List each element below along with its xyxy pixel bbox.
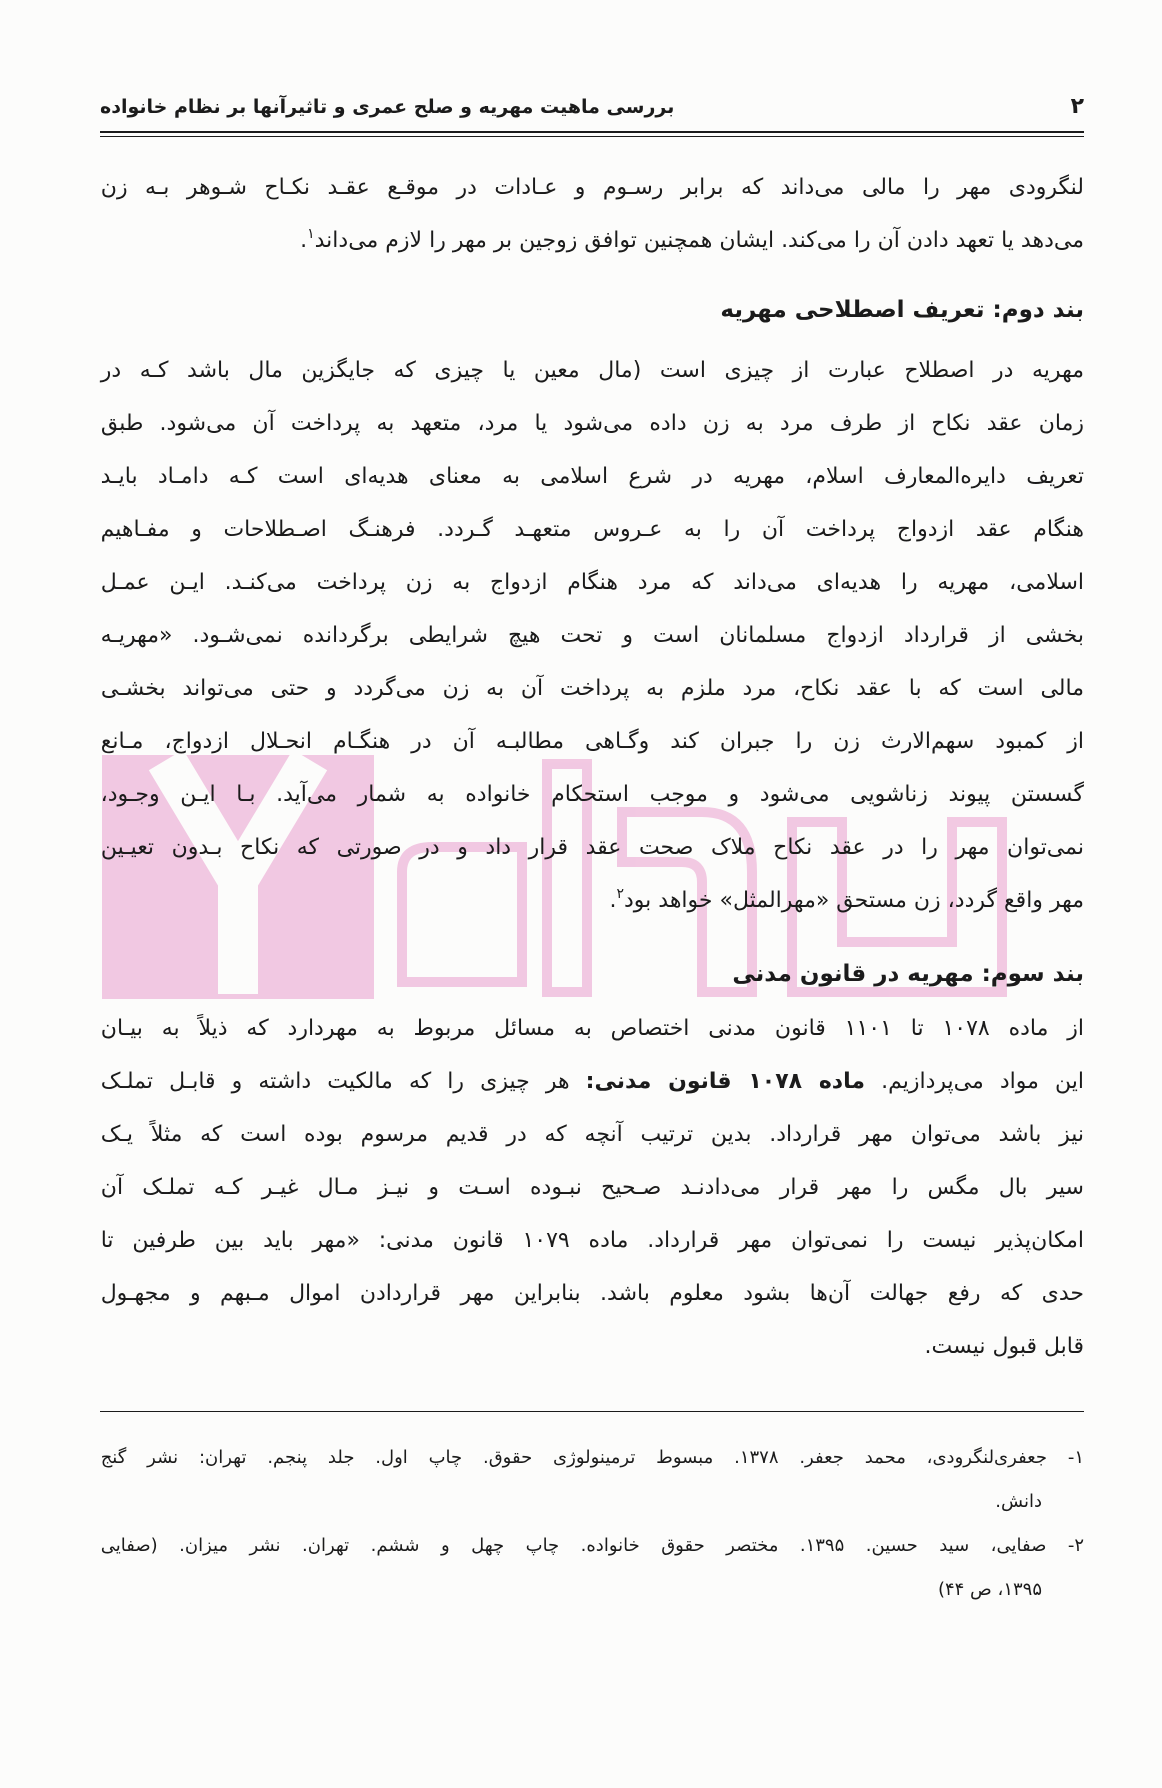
line-text: مهر واقع گردد، زن مستحق «مهرالمثل» خواهد بود — [624, 888, 1084, 913]
paragraph-3 — [100, 1002, 1084, 1373]
paragraph-line: از کمبود سهم‌الارث زن را جبران کند وگـاهی مطالبـه آن در هنگـام انحـلال ازدواج، مـانع — [100, 729, 1084, 754]
footnote-1-continued: دانش. — [995, 1491, 1042, 1512]
footnote-2-continued: ۱۳۹۵، ص ۴۴) — [937, 1579, 1042, 1600]
footnote-ref-2: ۲ — [616, 886, 624, 902]
line-end: . — [609, 888, 617, 913]
section-heading: بند سوم: مهریه در قانون مدنی — [732, 961, 1084, 987]
line-text: هر چیزی را که مالکیت داشته و قابـل تملـک — [100, 1069, 586, 1094]
paragraph-line: امکان‌پذیر نیست را نمی‌توان مهر قرارداد. ماده ۱۰۷۹ قانون مدنی: «مهر باید بین طرفین تا — [100, 1228, 1084, 1253]
paragraph-2 — [100, 344, 1084, 927]
paragraph-line — [100, 1055, 1084, 1108]
running-header — [100, 88, 1084, 126]
paragraph-line: زمان عقد نکاح از طرف مرد به زن داده می‌شود یا مرد، متعهد به پرداخت آن می‌شود. طبق — [100, 411, 1084, 436]
footnote-1: ۱- جعفری‌لنگرودی، محمد جعفر. ۱۳۷۸. مبسوط ترمینولوژی حقوق. چاپ اول. جلد پنجم. تهران: نشر گنج — [100, 1447, 1084, 1468]
footnotes — [100, 1436, 1084, 1612]
footnote-ref-1: ۱ — [307, 226, 315, 242]
paragraph-line: از ماده ۱۰۷۸ تا ۱۱۰۱ قانون مدنی اختصاص به مسائل مربوط به مهردارد که ذیلاً به بیـان — [100, 1016, 1084, 1041]
section-heading-3 — [100, 948, 1084, 1001]
paragraph-line — [100, 214, 1084, 267]
paragraph-line: نیز باشد می‌توان مهر قرارداد. بدین ترتیب آنچه که در قدیم مرسوم بوده است که مثلاً یـک — [100, 1122, 1084, 1147]
paragraph-line: قابل قبول نیست. — [924, 1334, 1084, 1359]
paragraph-line — [100, 874, 1084, 927]
article-label: ماده ۱۰۷۸ قانون مدنی: — [585, 1069, 865, 1094]
paragraph-line: حدی که رفع جهالت آن‌ها بشود معلوم باشد. بنابراین مهر قراردادن اموال مـبهم و مجهـول — [100, 1281, 1084, 1306]
paragraph-line: گسستن پیوند زناشویی می‌شود و موجب استحکام خانواده به شمار می‌آید. بـا ایـن وجـود، — [100, 782, 1084, 807]
paragraph-line: اسلامی، مهریه را هدیه‌ای می‌داند که مرد هنگام ازدواج به زن پرداخت می‌کنـد. ایـن عمـل — [100, 570, 1084, 595]
section-heading-2 — [100, 284, 1084, 337]
paragraph-line: نمی‌توان مهر را در عقد نکاح ملاک صحت عقد قرار داد و در صورتی که نکاح بـدون تعیـین — [100, 835, 1084, 860]
page-number: ۲ — [1070, 94, 1084, 119]
paragraph-line: بخشی از قرارداد ازدواج مسلمانان است و تحت هیچ شرایطی برگردانده نمی‌شـود. «مهریـه — [100, 623, 1084, 648]
paragraph-line: هنگام عقد ازدواج پرداخت آن را به عـروس متعهـد گـردد. فرهنـگ اصـطلاحات و مفـاهیم — [100, 517, 1084, 542]
line-text: می‌دهد یا تعهد دادن آن را می‌کند. ایشان همچنین توافق زوجین بر مهر را لازم می‌داند — [314, 228, 1084, 253]
footnote-separator — [100, 1411, 1084, 1412]
paragraph-line: تعریف دایره‌المعارف اسلام، مهریه در شرع اسلامی به معنای هدیه‌ای است کـه دامـاد بایـد — [100, 464, 1084, 489]
paragraph-line: مهریه در اصطلاح عبارت از چیزی است (مال معین یا چیزی که جایگزین مال باشد کـه در — [100, 358, 1084, 383]
paragraph-line: لنگرودی مهر را مالی می‌داند که برابر رسـوم و عـادات در موقـع عقـد نکـاح شـوهر بـه زن — [100, 175, 1084, 200]
paragraph-1 — [100, 161, 1084, 267]
running-title: بررسی ماهیت مهریه و صلح عمری و تاثیرآنها بر نظام خانواده — [100, 96, 675, 118]
section-heading: بند دوم: تعریف اصطلاحی مهریه — [720, 297, 1084, 323]
header-rule-thin — [100, 136, 1084, 137]
header-rule-thick — [100, 131, 1084, 133]
paragraph-line: سیر بال مگس را مهر قرار می‌دادنـد صـحیح نبـوده اسـت و نیـز مـال غیـر کـه تملـک آن — [100, 1175, 1084, 1200]
line-text: این مواد می‌پردازیم. — [864, 1069, 1084, 1094]
footnote-2: ۲- صفایی، سید حسین. ۱۳۹۵. مختصر حقوق خانواده. چاپ چهل و ششم. تهران. نشر میزان. (صفایی — [100, 1535, 1084, 1556]
line-end: . — [300, 228, 308, 253]
paragraph-line: مالی است که با عقد نکاح، مرد ملزم به پرداخت آن به زن می‌گردد و حتی می‌تواند بخشـی — [100, 676, 1084, 701]
